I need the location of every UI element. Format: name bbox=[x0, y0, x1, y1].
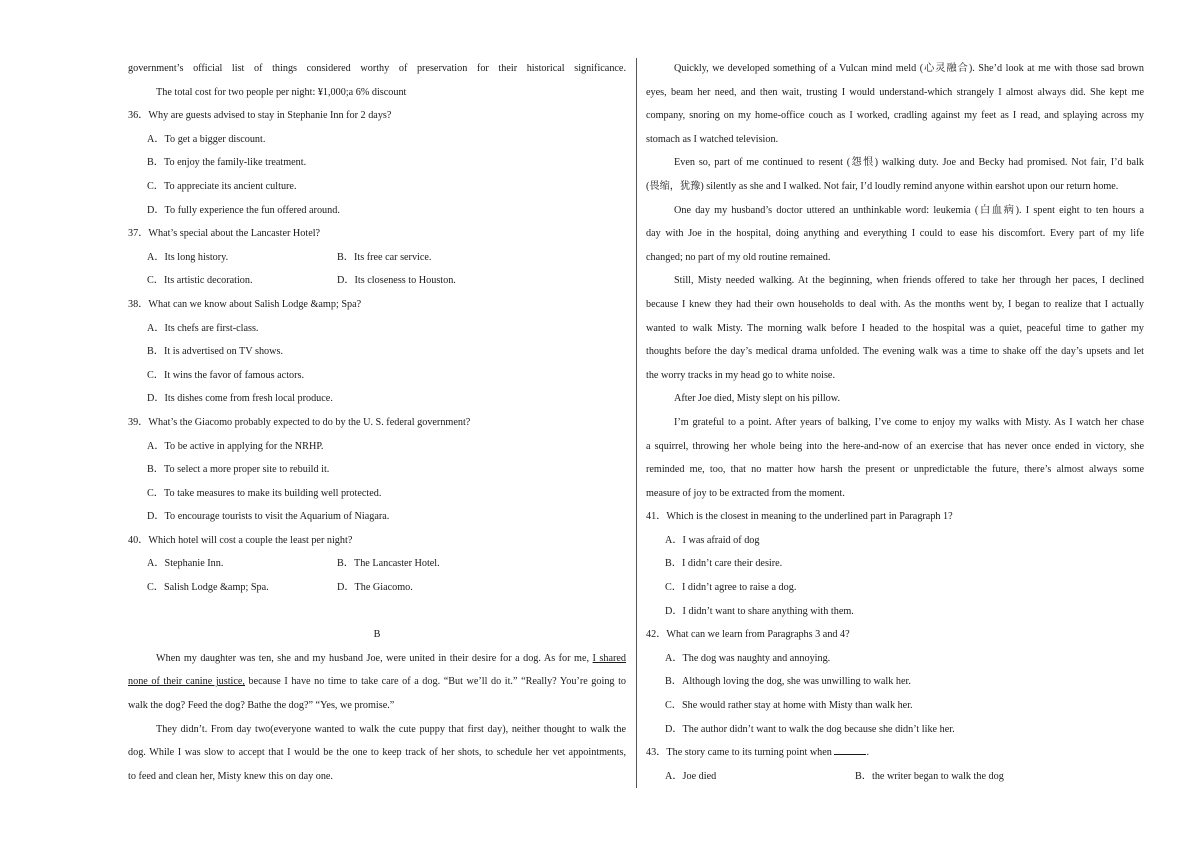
option-36d: D．To fully experience the fun offered around. bbox=[147, 204, 340, 216]
passage-line: One day my husband’s doctor uttered an unthinkable word: leukemia (白血病). I spent eight to ten hours a bbox=[674, 204, 1144, 216]
question-43-text: 43．The story came to its turning point when bbox=[646, 747, 835, 759]
question-36: 36．Why are guests advised to stay in Stephanie Inn for 2 days? bbox=[128, 110, 392, 122]
passage-line: walk the dog? Feed the dog? Bathe the dog?” “Yes, we promise.” bbox=[128, 700, 395, 712]
option-40d: D．The Giacomo. bbox=[337, 582, 413, 594]
option-36a: A．To get a bigger discount. bbox=[147, 133, 266, 145]
option-37d: D．Its closeness to Houston. bbox=[337, 275, 456, 287]
passage-line: eyes, beam her need, and then wait, trusting I would understand-which strangely I almost always did. She kept me bbox=[646, 86, 1144, 98]
option-36b: B．To enjoy the family-like treatment. bbox=[147, 157, 307, 169]
option-40a: A．Stephanie Inn. bbox=[147, 558, 224, 570]
question-38: 38．What can we know about Salish Lodge &amp; Spa? bbox=[128, 298, 362, 310]
passage-line: I’m grateful to a point. After years of balking, I’ve come to enjoy my walks with Misty. As I watch her chase bbox=[674, 416, 1144, 428]
option-41b: B．I didn’t care their desire. bbox=[665, 558, 783, 570]
passage-line: thoughts before the day’s medical drama unfolded. The evening walk was a time to shake off the day’s upsets and let bbox=[646, 346, 1144, 358]
answer-blank bbox=[834, 744, 866, 755]
option-39a: A．To be active in applying for the NRHP. bbox=[147, 440, 324, 452]
option-42a: A．The dog was naughty and annoying. bbox=[665, 652, 831, 664]
passage-line: stomach as I watched television. bbox=[646, 133, 779, 145]
underlined-phrase: I shared bbox=[592, 652, 627, 664]
right-column bbox=[646, 57, 1144, 788]
passage-line: to feed and clean her, Misty knew this on day one. bbox=[128, 770, 333, 782]
passage-line: the worry tracks in my head go to white noise. bbox=[646, 369, 835, 381]
option-41a: A．I was afraid of dog bbox=[665, 534, 760, 546]
column-divider bbox=[636, 58, 637, 788]
option-37b: B．Its free car service. bbox=[337, 251, 432, 263]
option-40b: B．The Lancaster Hotel. bbox=[337, 558, 440, 570]
option-36c: C．To appreciate its ancient culture. bbox=[147, 180, 297, 192]
option-39b: B．To select a more proper site to rebuild it. bbox=[147, 464, 330, 476]
option-38c: C．It wins the favor of famous actors. bbox=[147, 369, 305, 381]
question-41: 41．Which is the closest in meaning to the underlined part in Paragraph 1? bbox=[646, 511, 953, 523]
option-41c: C．I didn’t agree to raise a dog. bbox=[665, 582, 797, 594]
option-37c: C．Its artistic decoration. bbox=[147, 275, 253, 287]
passage-line: reminded me, too, that no matter how harsh the present or unpredictable the future, there’s almost always some bbox=[646, 464, 1144, 476]
section-b-heading: B bbox=[373, 629, 381, 641]
passage-line: They didn’t. From day two(everyone wanted to walk the cute puppy that first day), neither thought to walk the bbox=[156, 723, 626, 735]
left-column bbox=[128, 57, 626, 788]
passage-line: company, snoring on my home-office couch as I worked, cradling against my feet as I read, and splaying across my bbox=[646, 110, 1144, 122]
passage-line: Even so, part of me continued to resent (怨恨) walking duty. Joe and Becky had promised. Not fair, I’d balk bbox=[674, 157, 1144, 169]
options-37-row2 bbox=[128, 269, 626, 293]
passage-text: because I have no time to take care of a dog. “But we’ll do it.” “Really? You’re going to bbox=[244, 676, 627, 688]
question-43-end: . bbox=[866, 747, 869, 759]
option-42b: B．Although loving the dog, she was unwilling to walk her. bbox=[665, 676, 911, 688]
options-37-row1 bbox=[128, 246, 626, 270]
price-line: The total cost for two people per night: ¥1,000;a 6% discount bbox=[156, 86, 407, 98]
options-40-row1 bbox=[128, 552, 626, 576]
options-43-row1 bbox=[646, 765, 1144, 789]
passage-line: (畏缩，犹豫) silently as she and I walked. Not fair, I’d loudly remind anyone within earshot upon our return home. bbox=[646, 180, 1119, 192]
passage-line bbox=[128, 670, 626, 694]
option-43b: B．the writer began to walk the dog bbox=[855, 770, 1004, 782]
option-38d: D．Its dishes come from fresh local produce. bbox=[147, 393, 333, 405]
passage-line: changed; no part of my old routine remained. bbox=[646, 251, 831, 263]
option-42c: C．She would rather stay at home with Misty than walk her. bbox=[665, 700, 913, 712]
passage-line: Still, Misty needed walking. At the beginning, when friends offered to take her through her paces, I declined bbox=[674, 275, 1144, 287]
option-39c: C．To take measures to make its building well protected. bbox=[147, 487, 382, 499]
passage-line: dog. While I was slow to accept that I would be the one to keep track of her shots, to schedule her vet appointments, bbox=[128, 747, 626, 759]
passage-line: After Joe died, Misty slept on his pillow. bbox=[674, 393, 841, 405]
question-40: 40．Which hotel will cost a couple the least per night? bbox=[128, 534, 353, 546]
option-43a: A．Joe died bbox=[665, 770, 717, 782]
passage-line: wanted to walk Misty. The morning walk before I headed to the hospital was a quiet, peaceful time to gather my bbox=[646, 322, 1144, 334]
passage-line: a squirrel, throwing her whole being into the here-and-now of an exercise that has never once ended in victory, she bbox=[646, 440, 1144, 452]
question-37: 37．What’s special about the Lancaster Hotel? bbox=[128, 228, 321, 240]
passage-line: because I knew they had their own households to deal with. As the months went by, I began to realize that I actually bbox=[646, 298, 1144, 310]
option-38b: B．It is advertised on TV shows. bbox=[147, 346, 284, 358]
passage-line: government’s official list of things considered worthy of preservation for their historical significance. bbox=[128, 63, 626, 74]
passage-line: Quickly, we developed something of a Vulcan mind meld (心灵融合). She’d look at me with those sad brown bbox=[674, 63, 1144, 74]
option-39d: D．To encourage tourists to visit the Aquarium of Niagara. bbox=[147, 511, 390, 523]
question-42: 42．What can we learn from Paragraphs 3 and 4? bbox=[646, 629, 850, 641]
question-39: 39．What’s the Giacomo probably expected to do by the U. S. federal government? bbox=[128, 416, 471, 428]
passage-line: measure of joy to be extracted from the moment. bbox=[646, 487, 845, 499]
underlined-phrase: none of their canine justice, bbox=[128, 676, 245, 688]
option-40c: C．Salish Lodge &amp; Spa. bbox=[147, 582, 269, 594]
question-43 bbox=[646, 741, 1144, 765]
option-37a: A．Its long history. bbox=[147, 251, 229, 263]
option-38a: A．Its chefs are first-class. bbox=[147, 322, 259, 334]
passage-text: When my daughter was ten, she and my husband Joe, were united in their desire for a dog. As for me, bbox=[156, 652, 593, 664]
option-41d: D．I didn’t want to share anything with them. bbox=[665, 605, 854, 617]
passage-line bbox=[128, 647, 626, 671]
option-42d: D．The author didn’t want to walk the dog because she didn’t like her. bbox=[665, 723, 955, 735]
passage-line: day with Joe in the hospital, doing anything and everything I could to ease his discomfort. Every part of my life bbox=[646, 228, 1144, 240]
options-40-row2 bbox=[128, 576, 626, 600]
